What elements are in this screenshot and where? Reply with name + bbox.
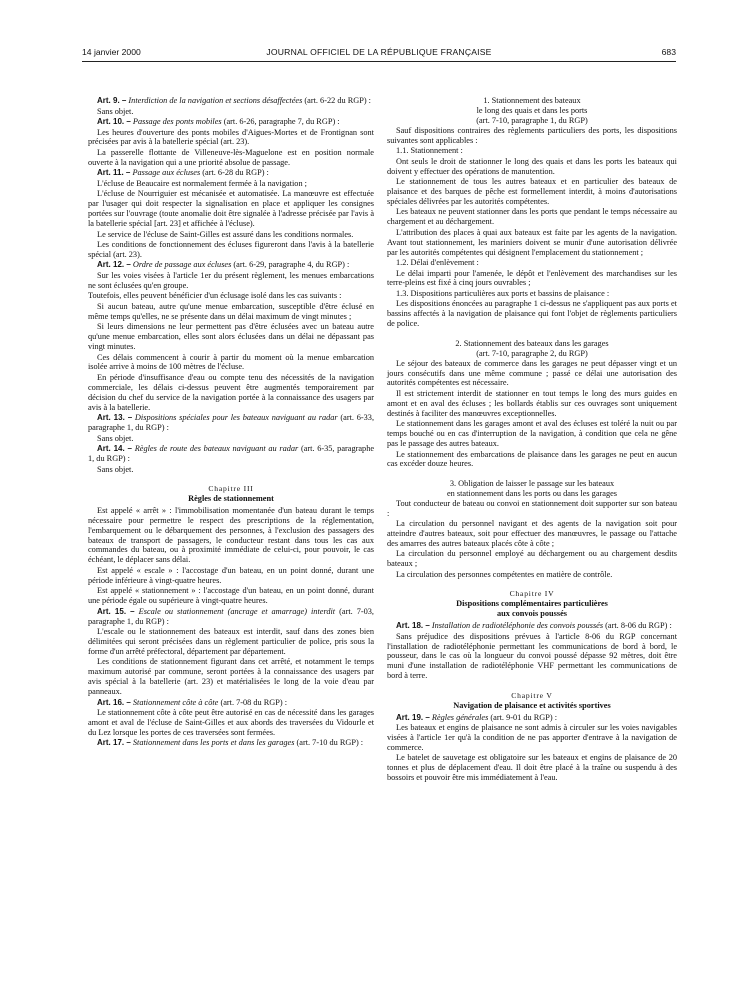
article-title: Règles de route des bateaux naviguant au radar — [134, 444, 299, 454]
article-18 — [387, 621, 677, 631]
article-title: Interdiction de la navigation et sections désaffectées — [128, 96, 303, 105]
article-number: Art. 12. – — [97, 260, 131, 270]
paragraph: Il est strictement interdit de stationner en tout temps le long des murs guides en amont et en aval des écluses ; les bollards établis sur ces ouvrages sont uniquement destinés à faciliter des manœuvres exceptionnelles. — [387, 388, 677, 418]
article-ref: (art. 6-35, paragraphe 1, du RGP) : — [88, 444, 375, 463]
paragraph: Les conditions de fonctionnement des écluses figureront dans l'avis à la batellerie spécial (art. 23). — [88, 240, 374, 259]
paragraph: Tout conducteur de bateau ou convoi en stationnement doit supporter sur son bateau : — [387, 498, 677, 518]
paragraph: Le stationnement côte à côte peut être autorisé en cas de nécessité dans les garages amont et aval de l'écluse de Saint-Gilles et aux abords des traversées du Vidourle et du Lez lorsque les portes de ces traversées sont fermées. — [88, 708, 374, 737]
spacer — [387, 682, 677, 691]
paragraph: La passerelle flottante de Villeneuve-lès-Maguelone est en position normale ouverte à la navigation qui a une priorité absolue de passage. — [88, 147, 374, 167]
paragraph: Le stationnement de tous les autres bateaux et en particulier des bateaux de plaisance et des barques de pêche est formellement interdit, à moins d'autorisations spéciales délivrées par les autorités compétentes. — [387, 177, 677, 206]
section-heading: 1. Stationnement des bateaux — [483, 96, 581, 105]
article-ref: (art. 7-08 du RGP) : — [220, 697, 288, 707]
paragraph: Est appelé « arrêt » : l'immobilisation momentanée d'un bateau durant le temps nécessaire pour permettre le respect des prescriptions de la réglementation, l'embarquement ou le débarquement des personnes, à l'exclusion des passagers des bateaux de transport de passagers, le conducteur restant dans tous les cas aux commandes du bateau, ou à proximité immédiate de celui-ci, pour pouvoir, le cas échéant, le déplacer sans délai. — [88, 505, 374, 565]
article-15 — [88, 607, 374, 627]
paragraph: Ont seuls le droit de stationner le long des quais et dans les ports les bateaux qui doivent y effectuer des opérations de manutention. — [387, 156, 677, 176]
paragraph: Sans objet. — [97, 433, 134, 443]
paragraph: L'écluse de Beaucaire est normalement fermée à la navigation ; — [97, 178, 307, 188]
article-ref: (art. 7-10 du RGP) : — [296, 738, 364, 748]
spacer — [88, 475, 374, 484]
paragraph: Si aucun bateau, autre qu'une menue embarcation, susceptible d'être éclusé en même temps qu'elles, ne se présente dans un délai maximum de vingt minutes ; — [88, 301, 374, 321]
article-11 — [88, 168, 374, 178]
paragraph: Les dispositions énoncées au paragraphe 1 ci-dessus ne s'appliquent pas aux ports et bassins affectés à la navigation de plaisance qui font l'objet de règlements particuliers de police. — [387, 299, 677, 329]
article-number: Art. 9. – — [97, 96, 127, 105]
journal-title: JOURNAL OFFICIEL DE LA RÉPUBLIQUE FRANÇAISE — [266, 47, 492, 57]
article-ref: (art. 6-33, paragraphe 1, du RGP) : — [88, 413, 375, 433]
paragraph: Si leurs dimensions ne leur permettent pas d'être éclusées avec un bateau autre qu'une menue embarcation, elles sont alors éclusées dans un délai ne dépassant pas vingt minutes. — [88, 322, 374, 352]
section-ref: (art. 7-10, paragraphe 2, du RGP) — [476, 348, 588, 358]
article-ref: (art. 6-29, paragraphe 4, du RGP) : — [233, 260, 350, 270]
article-title: Stationnement dans les ports et dans les garages — [132, 738, 295, 748]
paragraph: En période d'insuffisance d'eau ou compte tenu des nécessités de la navigation commerciale, les délais ci-dessus peuvent être augmentés temporairement par décision du chef du service de la navigation portée à la connaissance des usagers par avis à la batellerie. — [88, 372, 374, 412]
article-number: Art. 14. – — [97, 444, 132, 454]
article-title: Ordre de passage aux écluses — [132, 260, 232, 270]
paragraph: Sauf dispositions contraires des règlements particuliers des ports, les dispositions suivantes sont applicables : — [387, 125, 677, 145]
paragraph: Le stationnement des embarcations de plaisance dans les garages ne peut en aucun cas excéder douze heures. — [387, 449, 677, 469]
article-number: Art. 16. – — [97, 697, 131, 707]
article-title: Règles générales — [431, 712, 489, 722]
article-number: Art. 10. – — [97, 117, 131, 126]
article-title: Passage aux écluses — [132, 168, 201, 178]
paragraph: Les conditions de stationnement figurant dans cet arrêté, et notamment le temps maximum autorisé par commune, seront portées à la connaissance des usagers par avis spécial à la batellerie (art. 23) et matérialisées le long de la voie d'eau par panneaux. — [88, 657, 374, 697]
spacer — [387, 470, 677, 479]
paragraph: Est appelé « escale » : l'accostage d'un bateau, en un point donné, durant une période inférieure à vingt-quatre heures. — [88, 565, 374, 585]
article-title: Installation de radiotéléphonie des convois poussés — [431, 621, 604, 631]
article-13 — [88, 413, 374, 433]
article-title: Stationnement côte à côte — [132, 697, 219, 707]
paragraph: Le service de l'écluse de Saint-Gilles est assuré dans les conditions normales. — [97, 229, 354, 239]
article-number: Art. 19. – — [396, 712, 430, 722]
paragraph: L'écluse de Nourriguier est mécanisée et automatisée. La manœuvre est effectuée par l'usager qui doit respecter la signalisation en place et appliquer les consignes portées sur l'ouvrage (toute anomalie doit être signalée à l'adresse précisée par l'avis à la batellerie spécial [art. 23] et affichée à l'écluse). — [88, 189, 374, 229]
paragraph: La circulation des personnes compétentes en matière de contrôle. — [396, 569, 613, 579]
section-heading: 2. Stationnement des bateaux dans les garages — [455, 338, 609, 348]
left-column — [88, 96, 374, 749]
article-ref: (art. 6-22 du RGP) : — [304, 96, 371, 105]
article-9 — [88, 96, 374, 106]
spacer — [387, 330, 677, 339]
chapter-title: Dispositions complémentaires particulières — [456, 599, 608, 609]
paragraph: Sans préjudice des dispositions prévues à l'article 8-06 du RGP concernant l'installation de radiotéléphonie permettant les communications de bord à bord, le pousseur, dans le cas où la longueur du convoi poussé dépasse 92 mètres, doit être muni d'une installation de radiotéléphonie VHF permettant les communications de bord à terre. — [387, 631, 677, 681]
article-number: Art. 13. – — [97, 413, 133, 423]
article-19 — [387, 713, 677, 723]
subsection-heading: 1.1. Stationnement : — [396, 146, 463, 156]
paragraph: Les bateaux et engins de plaisance ne sont admis à circuler sur les voies navigables visées à l'article 1er qu'à la condition de ne pas apporter d'entrave à la navigation de commerce. — [387, 723, 677, 752]
article-16 — [88, 698, 374, 708]
paragraph: La circulation du personnel navigant et des agents de la navigation soit pour atteindre d'autres bateaux, soit pour effectuer des manœuvres, le passage ou l'attache des amarres des autres bateaux placés côte à côte ; — [387, 519, 677, 548]
article-ref: (art. 7-03, paragraphe 1, du RGP) : — [88, 606, 374, 626]
paragraph: Sur les voies visées à l'article 1er du présent règlement, les menues embarcations ne sont éclusées qu'en groupe. — [88, 270, 374, 290]
section-heading: 3. Obligation de laisser le passage sur les bateaux — [449, 478, 615, 488]
article-17 — [88, 738, 374, 748]
paragraph: Le séjour des bateaux de commerce dans les garages ne peut dépasser vingt et un jours consécutifs dans une même commune ; passé ce délai une autorisation des autorités compétentes est nécessaire. — [387, 358, 677, 388]
section-ref: (art. 7-10, paragraphe 1, du RGP) — [476, 115, 588, 125]
article-ref: (art. 9-01 du RGP) : — [490, 712, 558, 722]
paragraph: Sans objet. — [97, 464, 134, 474]
subsection-heading: 1.2. Délai d'enlèvement : — [396, 258, 479, 268]
article-12 — [88, 260, 374, 270]
chapter-title: aux convois poussés — [496, 609, 568, 619]
paragraph: Sans objet. — [97, 106, 134, 116]
article-title: Escale ou stationnement (ancrage et amarrage) interdit — [138, 606, 336, 616]
chapter-title: Règles de stationnement — [188, 493, 274, 503]
section-heading: le long des quais et dans les ports — [476, 105, 588, 115]
article-14 — [88, 444, 374, 464]
chapter-label: Chapitre IV — [509, 589, 555, 599]
page-header — [82, 45, 676, 62]
paragraph: L'attribution des places à quai aux bateaux est faite par les agents de la navigation. Avant tout stationnement, les mariniers doivent se munir d'une autorisation délivrée par les autorités compétentes qui désignent l'emplacement du stationnement ; — [387, 227, 677, 257]
chapter-label: Chapitre V — [511, 690, 553, 700]
right-column — [387, 96, 677, 784]
article-title: Dispositions spéciales pour les bateaux naviguant au radar — [134, 413, 338, 423]
paragraph: Les heures d'ouverture des ponts mobiles d'Aigues-Mortes et de Frontignan sont précisées par avis à la batellerie spécial (art. 23). — [88, 127, 374, 147]
paragraph: Les bateaux ne peuvent stationner dans les ports que pendant le temps nécessaire au chargement et au déchargement. — [387, 207, 677, 227]
article-title: Passage des ponts mobiles — [132, 117, 222, 126]
article-ref: (art. 8-06 du RGP) : — [605, 621, 672, 631]
chapter-title: Navigation de plaisance et activités sportives — [453, 700, 611, 710]
article-number: Art. 18. – — [396, 621, 430, 631]
paragraph: Le batelet de sauvetage est obligatoire sur les bateaux et engins de plaisance de 20 tonnes et plus de déplacement d'eau. Il doit être placé à la traîne ou suspendu à des bossoirs et pouvoir être mis immédiatement à l'eau. — [387, 753, 677, 783]
article-ref: (art. 6-28 du RGP) : — [202, 168, 269, 178]
issue-date: 14 janvier 2000 — [82, 47, 141, 57]
page-number: 683 — [661, 47, 676, 57]
article-number: Art. 15. – — [97, 606, 135, 616]
paragraph: Le stationnement dans les garages amont et aval des écluses est toléré la nuit ou par temps bouché ou en cas d'interruption de la navigation, à condition que cela ne gêne pas le passage des autres bateaux. — [387, 419, 677, 449]
article-ref: (art. 6-26, paragraphe 7, du RGP) : — [223, 117, 340, 126]
paragraph: Ces délais commencent à courir à partir du moment où la menue embarcation isolée arrive à moins de 100 mètres de l'écluse. — [88, 352, 374, 372]
paragraph: Le délai imparti pour l'amenée, le dépôt et l'enlèvement des marchandises sur les terre-pleins est fixé à cinq jours ouvrables ; — [387, 268, 677, 288]
chapter-label: Chapitre III — [208, 484, 254, 493]
article-10 — [88, 117, 374, 127]
subsection-heading: 1.3. Dispositions particulières aux ports et bassins de plaisance : — [396, 288, 610, 298]
article-number: Art. 17. – — [97, 738, 131, 748]
paragraph: L'escale ou le stationnement des bateaux est interdit, sauf dans des zones bien délimitées qui seront précisées dans un règlement particulier de police, pris sous la forme d'un arrêté préfectoral, département par département. — [88, 627, 374, 656]
section-heading: en stationnement dans les ports ou dans les garages — [446, 488, 618, 498]
paragraph: Toutefois, elles peuvent bénéficier d'un éclusage isolé dans les cas suivants : — [88, 291, 342, 301]
spacer — [387, 580, 677, 589]
article-number: Art. 11. – — [97, 168, 131, 178]
paragraph: Est appelé « stationnement » : l'accostage d'un bateau, en un point donné, durant une période égale ou supérieure à vingt-quatre heures. — [88, 586, 374, 606]
paragraph: La circulation du personnel employé au déchargement ou au chargement desdits bateaux ; — [387, 549, 677, 569]
